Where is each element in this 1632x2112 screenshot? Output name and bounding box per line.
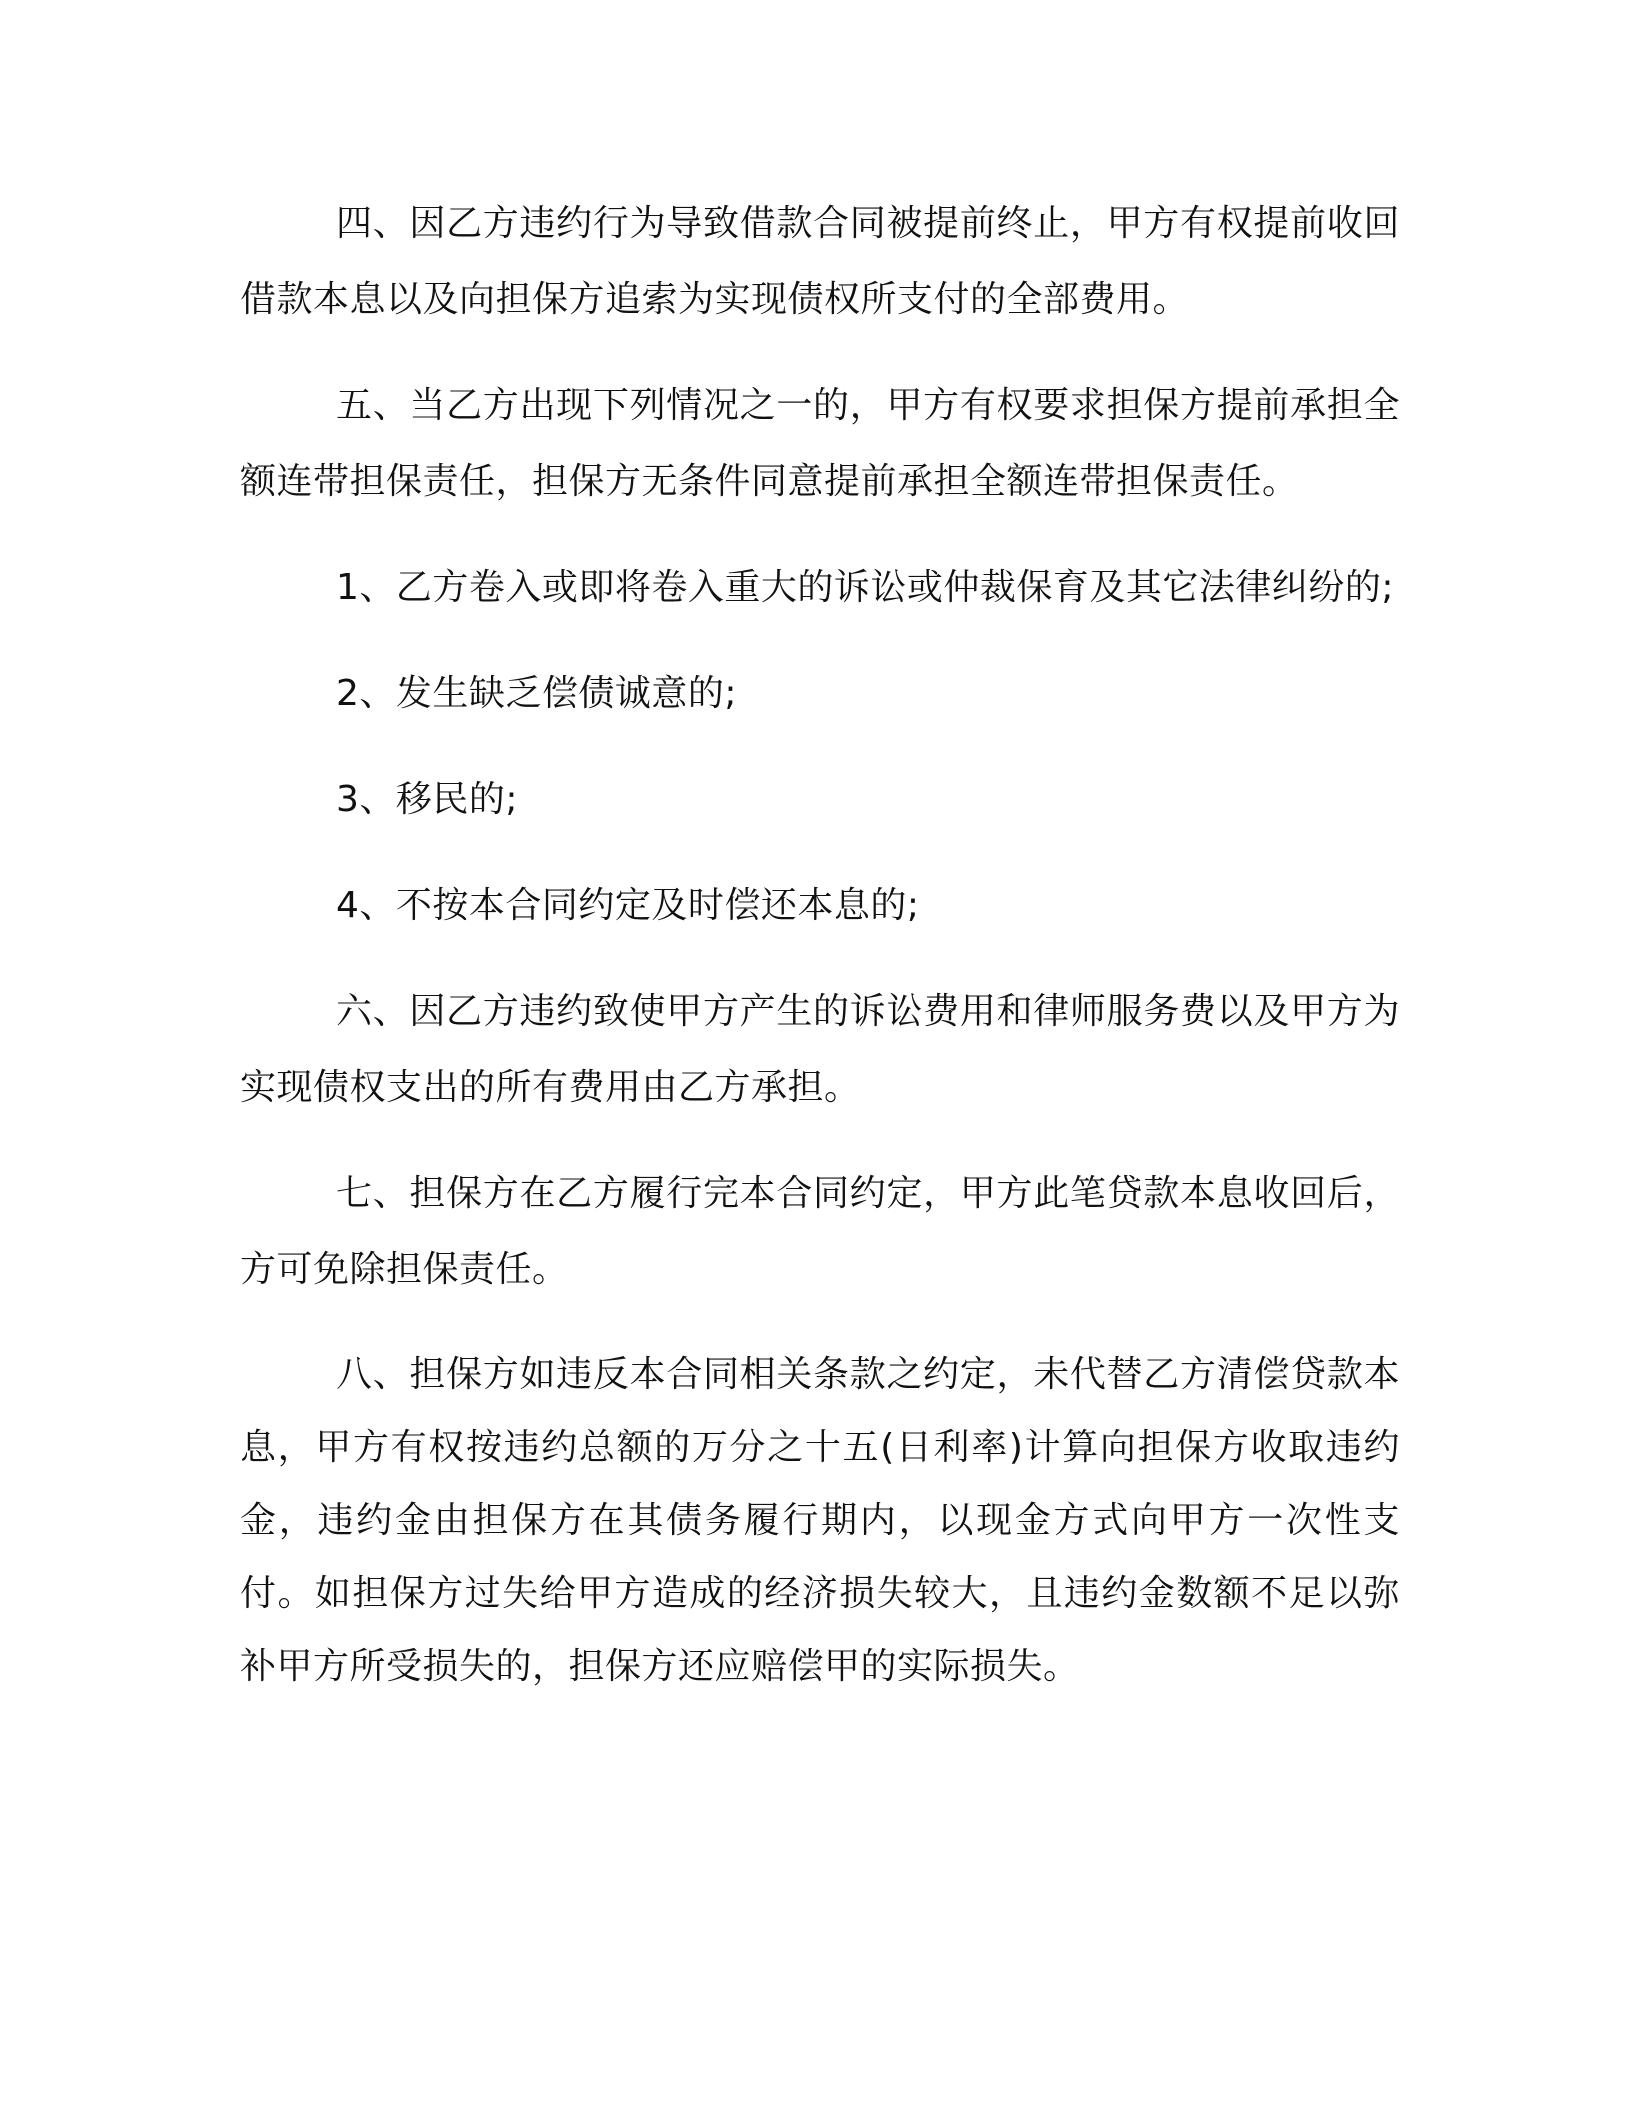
paragraph-clause-6: 六、因乙方违约致使甲方产生的诉讼费用和律师服务费以及甲方为实现债权支出的所有费用由乙方承担。 xyxy=(240,991,1400,1108)
paragraph-item-1: 1、乙方卷入或即将卷入重大的诉讼或仲裁保育及其它法律纠纷的; xyxy=(336,567,1395,608)
paragraph-item-4: 4、不按本合同约定及时偿还本息的; xyxy=(336,885,920,926)
paragraph-clause-4: 四、因乙方违约行为导致借款合同被提前终止，甲方有权提前收回借款本息以及向担保方追索为实现债权所支付的全部费用。 xyxy=(240,203,1400,320)
paragraph-clause-8: 八、担保方如违反本合同相关条款之约定，未代替乙方清偿贷款本息，甲方有权按违约总额的万分之十五(日利率)计算向担保方收取违约金，违约金由担保方在其债务履行期内，以现金方式向甲方一次性支付。如担保方过失给甲方造成的经济损失较大，且违约金数额不足以弥补甲方所受损失的，担保方还应赔偿甲的实际损失。 xyxy=(240,1354,1400,1687)
paragraph-item-3: 3、移民的; xyxy=(336,779,519,820)
paragraph-item-2: 2、发生缺乏偿债诚意的; xyxy=(336,673,738,714)
paragraph-clause-5: 五、当乙方出现下列情况之一的，甲方有权要求担保方提前承担全额连带担保责任，担保方无条件同意提前承担全额连带担保责任。 xyxy=(240,385,1400,502)
paragraph-clause-7: 七、担保方在乙方履行完本合同约定，甲方此笔贷款本息收回后，方可免除担保责任。 xyxy=(240,1173,1400,1290)
document-body xyxy=(240,186,1400,1733)
